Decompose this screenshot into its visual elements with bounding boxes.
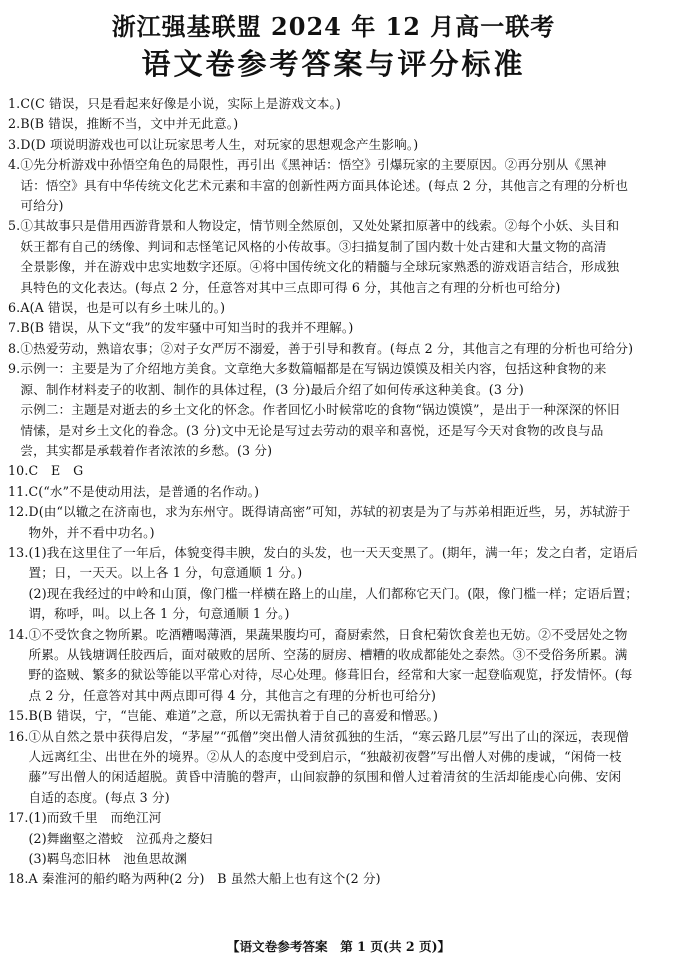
answer-line: 自适的态度。(每点 3 分)	[28, 789, 170, 805]
page-footer: 【语文卷参考答案 第 1 页(共 2 页)】	[226, 939, 451, 954]
answer-line: C(“水”不是使动用法，是普通的名作动。)	[28, 483, 260, 499]
page-subtitle: 语文卷参考答案与评分标准	[141, 47, 526, 81]
answer-item	[8, 808, 659, 869]
answer-line: 藤”写出僧人的闲适超脱。黄昏中清脆的磬声，山间寂静的氛围和僧人过着清贫的生活却能虔心向佛、安闲	[28, 769, 622, 785]
answer-line: 全景影像，并在游戏中忠实地数字还原。④将中国传统文化的精髓与全球玩家熟悉的游戏语言结合，形成独	[20, 259, 620, 275]
answer-text	[28, 543, 659, 625]
answer-item	[8, 339, 659, 359]
answer-line: A(A 错误，也是可以有乡土味儿的。)	[20, 300, 226, 316]
answer-line: (3)羁鸟恋旧林 池鱼思故渊	[28, 851, 187, 867]
answer-line: 源、制作材料麦子的收割、制作的具体过程，(3 分)最后介绍了如何传承这种美食。(3 分)	[20, 381, 524, 397]
answer-line: (1)而致千里 而绝江河	[28, 810, 162, 826]
answer-line: 谓，称呼，叫。以上各 1 分，句意通顺 1 分。)	[28, 606, 290, 622]
answer-item	[8, 216, 659, 298]
answer-line: (1)我在这里住了一年后，体貌变得丰腴，发白的头发，也一天天变黑了。(期年，满一年；发之白者，定语后	[28, 544, 639, 560]
answer-item	[8, 298, 659, 318]
answer-number: 2.	[8, 116, 21, 132]
answer-number: 13.	[8, 544, 29, 560]
answer-item	[8, 706, 659, 726]
answer-line: 人远离红尘、出世在外的境界。②从人的态度中受到启示，“独敲初夜磬”写出僧人对佛的虔诚，“闲倚一枝	[28, 749, 622, 764]
answer-line: ①先分析游戏中孙悟空角色的局限性，再引出《黑神话：悟空》引爆玩家的主要原因。②再分别从《黑神	[20, 157, 607, 173]
answer-line: 妖王都有自己的绣像、判词和志怪笔记风格的小传故事。③扫描复制了国内数十处古建和大量文物的高清	[20, 238, 607, 254]
answer-text	[20, 94, 659, 114]
answer-text	[20, 216, 659, 298]
answer-number: 3.	[8, 136, 21, 152]
answer-line: ①热爱劳动，熟谙农事；②对子女严厉不溺爱，善于引导和教育。(每点 2 分，其他言之有理的分析也可给分)	[20, 340, 634, 356]
answer-line: C(C 错误，只是看起来好像是小说，实际上是游戏文本。)	[20, 96, 341, 111]
answer-line: 野的盗贼、繁多的狱讼等能以平常心对待，尽心处理。修葺旧台，经常和大家一起登临观览，抒发情怀。(每	[28, 667, 633, 683]
answer-line: B(B 错误，宁，“岂能、难道”之意，所以无需执着于自己的喜爱和憎恶。)	[28, 708, 439, 724]
answer-text	[28, 727, 659, 809]
answer-text	[20, 114, 659, 134]
answer-line: 具特色的文化表达。(每点 2 分，任意答对其中三点即可得 6 分，其他言之有理的分析也可给分)	[20, 279, 561, 295]
answer-item	[8, 318, 659, 338]
answer-line: D(由“以辙之在济南也，求为东州守。既得请高密”可知，苏轼的初衷是为了与苏弟相距近些，另，苏轼游于	[28, 504, 631, 520]
answer-text	[28, 482, 659, 502]
answer-number: 4.	[8, 157, 21, 173]
answer-text	[28, 869, 659, 889]
answer-line: 点 2 分，任意答对其中两点即可得 4 分，其他言之有理的分析也可给分)	[28, 687, 437, 703]
answer-line: 情愫，是对乡土文化的眷念。(3 分)文中无论是写过去劳动的艰辛和喜悦，还是写今天对食物的改良与品	[20, 422, 604, 438]
answer-line: C E G	[28, 463, 84, 479]
answer-item	[8, 94, 659, 114]
answer-item	[8, 114, 659, 134]
answer-line: 所累。从钱塘调任胶西后，面对破败的居所、空荡的厨房、槽糟的收成都能处之泰然。③不受俗务所累。满	[28, 646, 628, 662]
answer-item	[8, 502, 659, 543]
answer-line: (2)舞幽壑之潜蛟 泣孤舟之嫠妇	[28, 830, 213, 846]
answer-line: 物外，并不看中功名。)	[28, 524, 155, 540]
answer-text	[28, 625, 659, 707]
answer-line: B(B 错误，推断不当，文中并无此意。)	[20, 116, 239, 132]
answer-item	[8, 625, 659, 707]
answer-line: A 秦淮河的船约略为两种(2 分) B 虽然大船上也有这个(2 分)	[28, 871, 381, 887]
answer-number: 10.	[8, 463, 29, 479]
answer-item	[8, 869, 659, 889]
answer-text	[20, 155, 659, 216]
answer-line: 可给分)	[20, 198, 64, 214]
answer-text	[20, 298, 659, 318]
answer-text	[20, 318, 659, 338]
answer-number: 7.	[8, 320, 21, 336]
answer-line: (2)现在我经过的中岭和山頂，像门槛一样横在路上的山崖，人们都称它天门。(限，像门槛一样；定语后置；	[28, 585, 639, 601]
answer-item	[8, 461, 659, 481]
answer-number: 8.	[8, 340, 21, 356]
answer-number: 6.	[8, 300, 21, 316]
answer-number: 11.	[8, 483, 29, 499]
answer-item	[8, 155, 659, 216]
answer-number: 12.	[8, 504, 29, 520]
answer-number: 16.	[8, 728, 29, 744]
answer-item	[8, 359, 659, 461]
answer-line: 示例二：主题是对逝去的乡土文化的怀念。作者回忆小时候常吃的食物“锅边馍馍”，是出于一种深深的怀旧	[20, 402, 620, 418]
answer-item	[8, 135, 659, 155]
answer-text	[20, 135, 659, 155]
answer-line: B(B 错误，从下文“我”的发牢骚中可知当时的我并不理解。)	[20, 320, 354, 336]
answer-list	[8, 94, 659, 890]
answer-text	[20, 339, 659, 359]
answer-text	[28, 502, 659, 543]
answer-line: D(D 项说明游戏也可以让玩家思考人生，对玩家的思想观念产生影响。)	[20, 136, 419, 152]
answer-number: 9.	[8, 361, 21, 377]
answer-item	[8, 727, 659, 809]
answer-item	[8, 543, 659, 625]
answer-text	[20, 359, 659, 461]
answer-line: ①其故事只是借用西游背景和人物设定，情节则全然原创，又处处紧扣原著中的线索。②每个小妖、头目和	[20, 218, 620, 234]
answer-number: 1.	[8, 96, 21, 111]
answer-line: ①从自然之景中获得启发，“茅屋”“孤僧”突出僧人清贫孤独的生活，“寒云路几层”写出了山的深远，表现僧	[28, 728, 629, 744]
answer-text	[28, 808, 659, 869]
answer-number: 17.	[8, 810, 29, 826]
answer-number: 14.	[8, 626, 29, 642]
answer-number: 18.	[8, 871, 29, 887]
answer-line: 话：悟空》具有中华传统文化艺术元素和丰富的创新性两方面具体论述。(每点 2 分，其他言之有理的分析也	[20, 177, 629, 193]
page-title: 浙江强基联盟 2024 年 12 月高一联考	[111, 12, 556, 41]
answer-line: ①不受饮食之物所累。吃酒糟喝薄酒，果蔬果腹均可，裔厨索然，日食杞菊饮食差也无妨。②不受居处之物	[28, 626, 628, 642]
answer-text	[28, 461, 659, 481]
answer-line: 置；日，一天天。以上各 1 分，句意通顺 1 分。)	[28, 565, 303, 581]
answer-line: 示例一：主要是为了介绍地方美食。文章绝大多数篇幅都是在写锅边馍馍及相关内容，包括这种食物的来	[20, 361, 607, 377]
answer-item	[8, 482, 659, 502]
answer-number: 15.	[8, 708, 29, 724]
answer-text	[28, 706, 659, 726]
answer-line: 尝，其实都是承载着作者浓浓的乡愁。(3 分)	[20, 442, 273, 458]
answer-number: 5.	[8, 218, 21, 234]
